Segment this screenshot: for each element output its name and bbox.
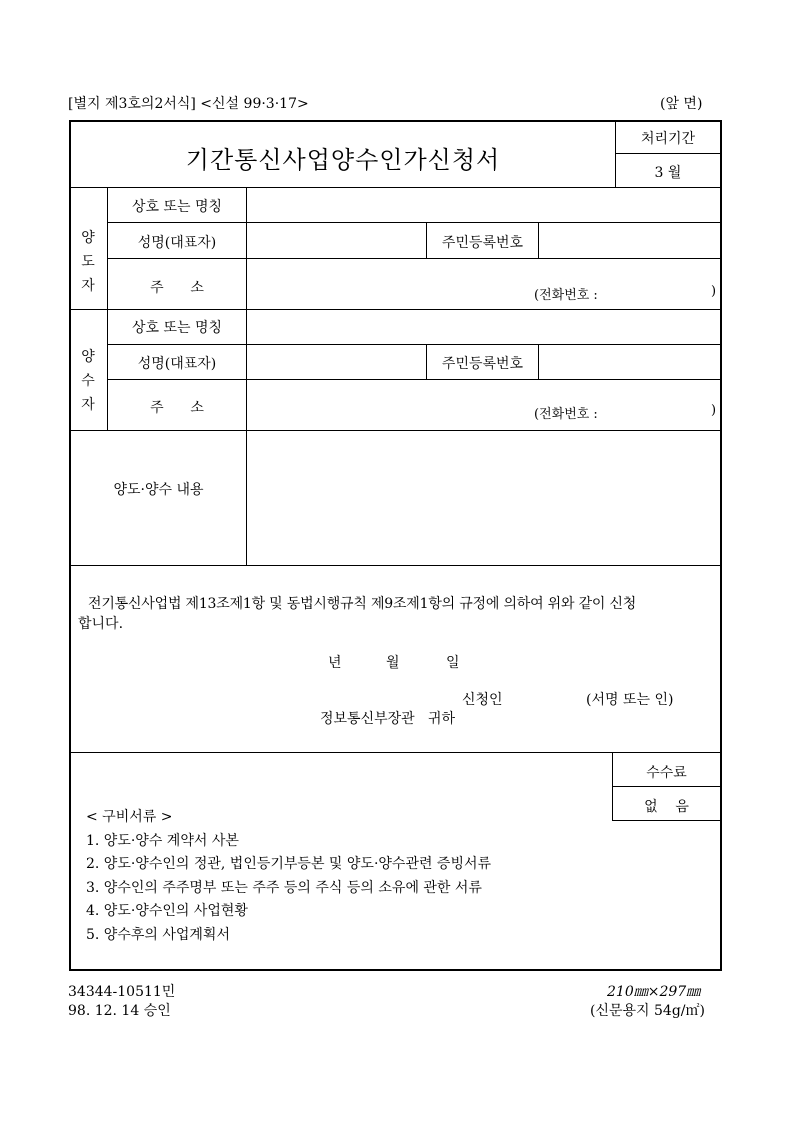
addressee: 정보통신부장관 귀하 <box>320 711 456 727</box>
declaration-text-line1: 전기통신사업법 제13조제1항 및 동법시행규칙 제9조제1항의 규정에 의하여 위와 같이 신청 <box>88 596 637 612</box>
transferor-rep-label: 성명(대표자) <box>137 235 217 251</box>
transferor-resident-label: 주민등록번호 <box>441 235 524 251</box>
documents-heading: < 구비서류 > <box>86 809 173 825</box>
date-month-label: 월 <box>386 655 400 671</box>
transferor-address-field[interactable] <box>247 260 720 308</box>
declaration-text-line2: 합니다. <box>78 616 124 632</box>
document-item: 3. 양수인의 주주명부 또는 주주 등의 주식 등의 소유에 관한 서류 <box>86 880 482 896</box>
transferee-resident-label: 주민등록번호 <box>441 356 524 372</box>
transferee-address-label: 주 소 <box>150 400 204 416</box>
form-number: 34344-10511민 <box>68 984 176 1000</box>
transferee-phone-label: (전화번호 : <box>534 407 598 422</box>
transferee-group-label: 양 수 자 <box>81 349 95 413</box>
transferor-phone-label: (전화번호 : <box>534 288 598 303</box>
date-year-label: 년 <box>328 655 342 671</box>
document-item: 1. 양도·양수 계약서 사본 <box>86 833 239 849</box>
applicant-label: 신청인 <box>462 692 503 708</box>
transferee-resident-field[interactable] <box>540 346 720 378</box>
transferor-phone-close: ) <box>711 284 717 299</box>
document-item: 4. 양도·양수인의 사업현황 <box>86 903 248 919</box>
paper-size: 210㎜×297㎜ <box>607 984 701 1000</box>
transferee-rep-field[interactable] <box>247 346 425 378</box>
transfer-content-label: 양도·양수 내용 <box>113 482 204 498</box>
fee-value: 없 음 <box>644 799 689 815</box>
transferor-group-label: 양 도 자 <box>81 230 95 294</box>
page-side-label: (앞 면) <box>660 96 703 112</box>
transferor-rep-field[interactable] <box>247 224 425 257</box>
transferor-name-label: 상호 또는 명칭 <box>131 199 223 215</box>
transferee-name-field[interactable] <box>247 311 720 343</box>
date-day-label: 일 <box>446 655 460 671</box>
document-item: 5. 양수후의 사업계획서 <box>86 927 230 943</box>
approval-date: 98. 12. 14 승인 <box>68 1003 171 1019</box>
document-item: 2. 양도·양수인의 정관, 법인등기부등본 및 양도·양수관련 증빙서류 <box>86 856 492 872</box>
processing-period-value: 3 월 <box>654 165 682 181</box>
fee-label: 수수료 <box>646 765 687 781</box>
form-reference: [별지 제3호의2서식] <신설 99·3·17> <box>68 96 309 112</box>
processing-period-label: 처리기간 <box>640 131 696 147</box>
transferee-phone-close: ) <box>711 403 717 418</box>
signature-label: (서명 또는 인) <box>586 692 674 708</box>
transferor-name-field[interactable] <box>247 190 720 222</box>
transferor-address-label: 주 소 <box>150 280 204 296</box>
transferee-rep-label: 성명(대표자) <box>137 356 217 372</box>
transferor-resident-field[interactable] <box>540 224 720 257</box>
transferee-name-label: 상호 또는 명칭 <box>131 320 223 336</box>
form-title: 기간통신사업양수인가신청서 <box>185 146 501 174</box>
paper-type: (신문용지 54g/㎡) <box>590 1003 705 1019</box>
transferee-address-field[interactable] <box>247 381 720 429</box>
transfer-content-field[interactable] <box>248 432 720 564</box>
